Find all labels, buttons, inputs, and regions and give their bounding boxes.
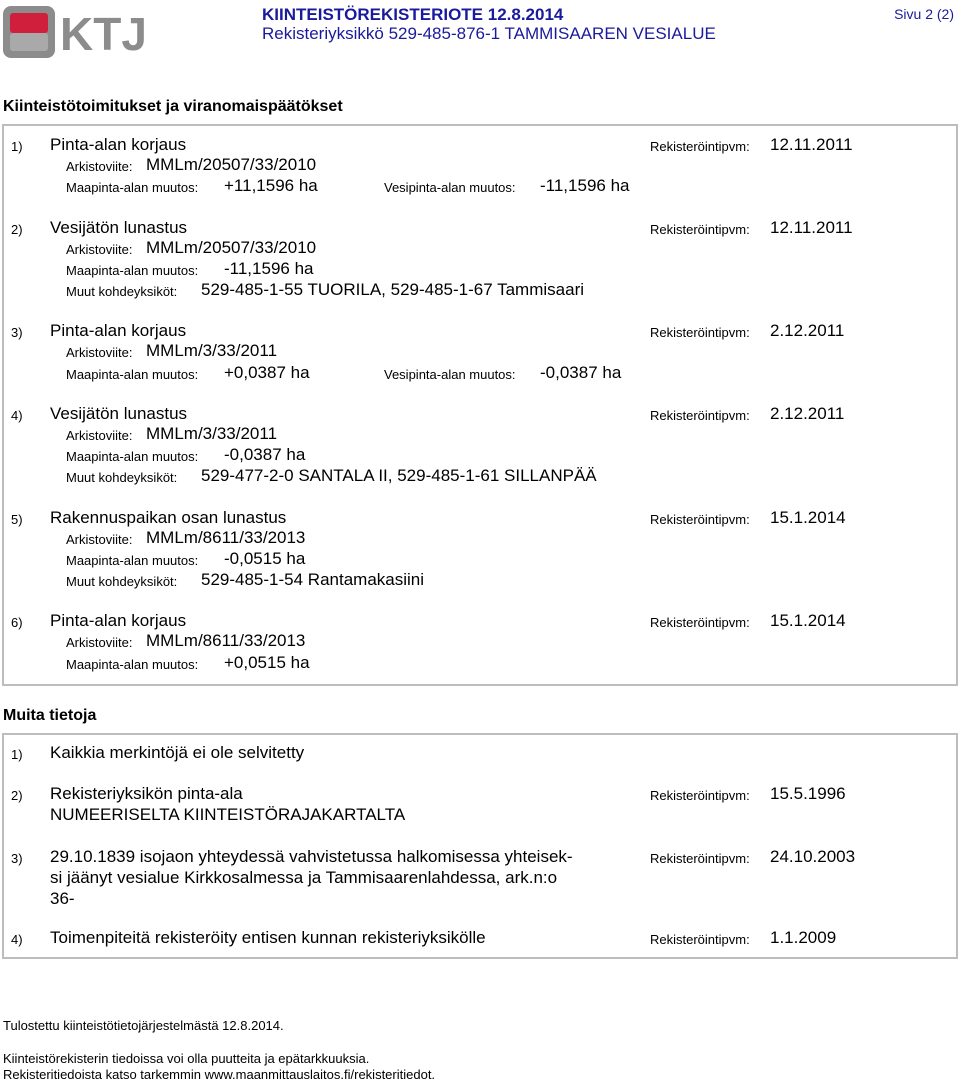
reg-label: Rekisteröintipvm: bbox=[650, 512, 750, 527]
land-area-label: Maapinta-alan muutos: bbox=[66, 449, 199, 464]
archive-ref: MMLm/3/33/2011 bbox=[146, 341, 278, 360]
land-area-label: Maapinta-alan muutos: bbox=[66, 553, 199, 568]
item-number: 2) bbox=[11, 222, 23, 237]
land-area-label: Maapinta-alan muutos: bbox=[66, 263, 199, 278]
item-title: Vesijätön lunastus bbox=[50, 218, 188, 237]
item-number: 4) bbox=[11, 932, 23, 947]
item-text-line1: Rekisteriyksikön pinta-ala bbox=[50, 784, 243, 803]
item-title: Pinta-alan korjaus bbox=[50, 611, 187, 630]
item-text: Kaikkia merkintöjä ei ole selvitetty bbox=[50, 743, 305, 762]
item-number: 5) bbox=[11, 512, 23, 527]
reg-date: 15.1.2014 bbox=[770, 611, 846, 630]
other-units-label: Muut kohdeyksiköt: bbox=[66, 470, 178, 485]
archive-label: Arkistoviite: bbox=[66, 428, 133, 443]
reg-label: Rekisteröintipvm: bbox=[650, 788, 750, 803]
land-area-value: +0,0515 ha bbox=[224, 653, 310, 672]
document-subtitle: Rekisteriyksikkö 529-485-876-1 TAMMISAAREN VESIALUE bbox=[262, 24, 716, 43]
other-units-value: 529-477-2-0 SANTALA II, 529-485-1-61 SILLANPÄÄ bbox=[201, 466, 597, 485]
other-units-label: Muut kohdeyksiköt: bbox=[66, 284, 178, 299]
archive-ref: MMLm/8611/33/2013 bbox=[146, 631, 306, 650]
reg-date: 2.12.2011 bbox=[770, 404, 845, 423]
item-number: 3) bbox=[11, 851, 23, 866]
item-text: Toimenpiteitä rekisteröity entisen kunnan rekisteriyksikölle bbox=[50, 928, 486, 947]
water-area-value: -11,1596 ha bbox=[540, 176, 630, 195]
archive-label: Arkistoviite: bbox=[66, 242, 133, 257]
document-title: KIINTEISTÖREKISTERIOTE 12.8.2014 bbox=[262, 5, 564, 24]
muita-box bbox=[2, 733, 958, 959]
reg-date: 12.11.2011 bbox=[770, 218, 853, 237]
archive-label: Arkistoviite: bbox=[66, 159, 133, 174]
item-number: 1) bbox=[11, 139, 23, 154]
item-title: Pinta-alan korjaus bbox=[50, 321, 187, 340]
item-number: 3) bbox=[11, 325, 23, 340]
other-units-value: 529-485-1-54 Rantamakasiini bbox=[201, 570, 425, 589]
disclaimer-line1: Kiinteistörekisterin tiedoissa voi olla puutteita ja epätarkkuuksia. bbox=[3, 1051, 370, 1066]
section-title-muita: Muita tietoja bbox=[3, 707, 97, 724]
item-number: 1) bbox=[11, 747, 23, 762]
water-area-value: -0,0387 ha bbox=[540, 363, 622, 382]
land-area-label: Maapinta-alan muutos: bbox=[66, 180, 199, 195]
reg-label: Rekisteröintipvm: bbox=[650, 851, 750, 866]
reg-date: 15.1.2014 bbox=[770, 508, 846, 527]
reg-label: Rekisteröintipvm: bbox=[650, 615, 750, 630]
reg-label: Rekisteröintipvm: bbox=[650, 932, 750, 947]
printed-note: Tulostettu kiinteistötietojärjestelmästä 12.8.2014. bbox=[3, 1018, 284, 1033]
ktj-logo bbox=[2, 4, 147, 60]
item-text-line2: si jäänyt vesialue Kirkkosalmessa ja Tammisaarenlahdessa, ark.n:o bbox=[50, 868, 558, 887]
other-units-label: Muut kohdeyksiköt: bbox=[66, 574, 178, 589]
land-area-label: Maapinta-alan muutos: bbox=[66, 367, 199, 382]
item-text-line2: NUMEERISELTA KIINTEISTÖRAJAKARTALTA bbox=[50, 805, 406, 824]
land-area-value: -0,0387 ha bbox=[224, 445, 306, 464]
other-units-value: 529-485-1-55 TUORILA, 529-485-1-67 Tammisaari bbox=[201, 280, 585, 299]
item-text-line3: 36- bbox=[50, 889, 75, 908]
archive-ref: MMLm/8611/33/2013 bbox=[146, 528, 306, 547]
item-title: Rakennuspaikan osan lunastus bbox=[50, 508, 287, 527]
reg-date: 24.10.2003 bbox=[770, 847, 856, 866]
archive-ref: MMLm/20507/33/2010 bbox=[146, 155, 317, 174]
item-text-line1: 29.10.1839 isojaon yhteydessä vahvistetussa halkomisessa yhteisek- bbox=[50, 847, 573, 866]
archive-label: Arkistoviite: bbox=[66, 532, 133, 547]
section-title-toimitukset: Kiinteistötoimitukset ja viranomaispäätökset bbox=[3, 98, 343, 115]
reg-date: 1.1.2009 bbox=[770, 928, 837, 947]
land-area-label: Maapinta-alan muutos: bbox=[66, 657, 199, 672]
archive-ref: MMLm/20507/33/2010 bbox=[146, 238, 317, 257]
reg-label: Rekisteröintipvm: bbox=[650, 139, 750, 154]
archive-label: Arkistoviite: bbox=[66, 635, 133, 650]
reg-date: 2.12.2011 bbox=[770, 321, 845, 340]
reg-label: Rekisteröintipvm: bbox=[650, 325, 750, 340]
item-number: 6) bbox=[11, 615, 23, 630]
land-area-value: +11,1596 ha bbox=[224, 176, 318, 195]
water-area-label: Vesipinta-alan muutos: bbox=[384, 180, 516, 195]
reg-label: Rekisteröintipvm: bbox=[650, 222, 750, 237]
land-area-value: -0,0515 ha bbox=[224, 549, 306, 568]
page-number: Sivu 2 (2) bbox=[894, 6, 954, 22]
reg-label: Rekisteröintipvm: bbox=[650, 408, 750, 423]
reg-date: 15.5.1996 bbox=[770, 784, 846, 803]
land-area-value: +0,0387 ha bbox=[224, 363, 310, 382]
disclaimer-line2: Rekisteritiedoista katso tarkemmin www.maanmittauslaitos.fi/rekisteritiedot. bbox=[3, 1067, 436, 1082]
item-number: 2) bbox=[11, 788, 23, 803]
land-area-value: -11,1596 ha bbox=[224, 259, 314, 278]
archive-ref: MMLm/3/33/2011 bbox=[146, 424, 278, 443]
item-number: 4) bbox=[11, 408, 23, 423]
item-title: Pinta-alan korjaus bbox=[50, 135, 187, 154]
archive-label: Arkistoviite: bbox=[66, 345, 133, 360]
logo-text: KTJ bbox=[60, 8, 147, 60]
item-title: Vesijätön lunastus bbox=[50, 404, 188, 423]
water-area-label: Vesipinta-alan muutos: bbox=[384, 367, 516, 382]
reg-date: 12.11.2011 bbox=[770, 135, 853, 154]
